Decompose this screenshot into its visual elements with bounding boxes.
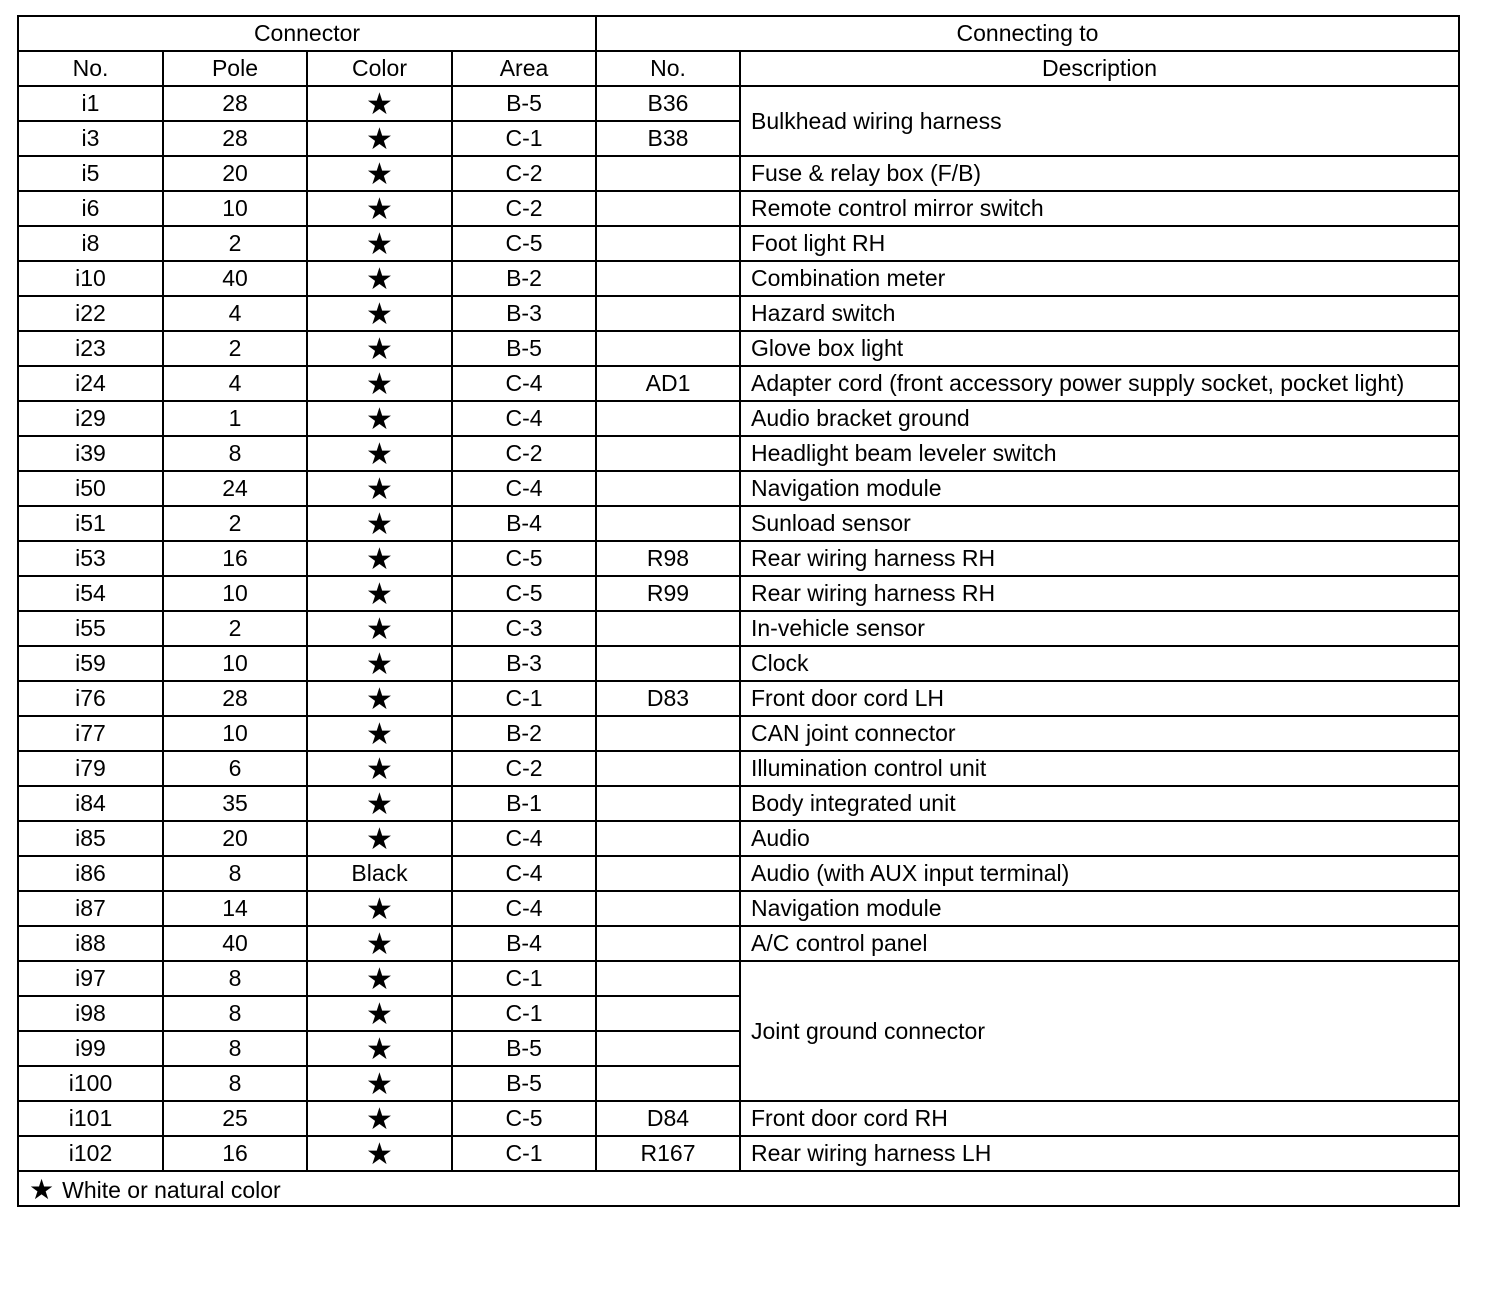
description-cell: Body integrated unit: [740, 786, 1459, 821]
connecting-no-cell: [596, 1066, 740, 1101]
area-cell: C-4: [452, 366, 596, 401]
color-cell: [307, 191, 452, 226]
table-row: [18, 681, 1459, 716]
connector-no-cell: i87: [18, 891, 163, 926]
color-cell: [307, 716, 452, 751]
connector-no-cell: i100: [18, 1066, 163, 1101]
footnote-text: White or natural color: [62, 1176, 281, 1203]
description-cell: A/C control panel: [740, 926, 1459, 961]
header-conn-no: No.: [596, 51, 740, 86]
area-cell: C-5: [452, 226, 596, 261]
star-icon: ★: [366, 787, 393, 821]
description-cell: Clock: [740, 646, 1459, 681]
connecting-no-cell: [596, 716, 740, 751]
connecting-no-cell: [596, 611, 740, 646]
table-row: [18, 226, 1459, 261]
connecting-no-cell: [596, 436, 740, 471]
pole-cell: 14: [163, 891, 307, 926]
table-row: [18, 716, 1459, 751]
star-icon: ★: [366, 962, 393, 996]
area-cell: B-2: [452, 261, 596, 296]
connector-no-cell: i76: [18, 681, 163, 716]
connecting-no-cell: R99: [596, 576, 740, 611]
pole-cell: 2: [163, 611, 307, 646]
star-icon: ★: [366, 647, 393, 681]
star-icon: ★: [366, 367, 393, 401]
star-icon: ★: [366, 822, 393, 856]
connector-no-cell: i59: [18, 646, 163, 681]
color-cell: [307, 541, 452, 576]
connector-no-cell: i24: [18, 366, 163, 401]
description-cell: Front door cord RH: [740, 1101, 1459, 1136]
pole-cell: 20: [163, 821, 307, 856]
connecting-no-cell: R167: [596, 1136, 740, 1171]
table-row: [18, 86, 1459, 121]
color-cell: [307, 1136, 452, 1171]
star-icon: ★: [366, 472, 393, 506]
color-cell: [307, 296, 452, 331]
header-pole: Pole: [163, 51, 307, 86]
connector-no-cell: i85: [18, 821, 163, 856]
table-row: [18, 611, 1459, 646]
color-cell: [307, 506, 452, 541]
table-body: [18, 86, 1459, 1171]
pole-cell: 2: [163, 226, 307, 261]
connector-no-cell: i86: [18, 856, 163, 891]
table-row: [18, 506, 1459, 541]
pole-cell: 40: [163, 926, 307, 961]
area-cell: B-4: [452, 926, 596, 961]
color-cell: [307, 366, 452, 401]
color-cell: [307, 996, 452, 1031]
area-cell: C-1: [452, 961, 596, 996]
color-cell: [307, 331, 452, 366]
connector-table: [17, 15, 1460, 1207]
star-icon: ★: [366, 122, 393, 156]
connecting-no-cell: [596, 751, 740, 786]
color-cell: [307, 86, 452, 121]
area-cell: B-5: [452, 1066, 596, 1101]
connector-no-cell: i99: [18, 1031, 163, 1066]
description-cell: Audio (with AUX input terminal): [740, 856, 1459, 891]
star-icon: ★: [366, 1067, 393, 1101]
color-cell: [307, 1066, 452, 1101]
connecting-no-cell: [596, 856, 740, 891]
area-cell: B-4: [452, 506, 596, 541]
area-cell: C-1: [452, 996, 596, 1031]
pole-cell: 10: [163, 191, 307, 226]
star-icon: ★: [366, 507, 393, 541]
star-icon: ★: [366, 227, 393, 261]
table-row: [18, 541, 1459, 576]
connector-no-cell: i98: [18, 996, 163, 1031]
star-icon: ★: [366, 892, 393, 926]
pole-cell: 8: [163, 436, 307, 471]
area-cell: C-1: [452, 1136, 596, 1171]
area-cell: C-4: [452, 401, 596, 436]
description-cell: Foot light RH: [740, 226, 1459, 261]
header-color: Color: [307, 51, 452, 86]
star-icon: ★: [366, 1137, 393, 1171]
area-cell: C-5: [452, 1101, 596, 1136]
color-cell: [307, 1031, 452, 1066]
star-icon: ★: [366, 682, 393, 716]
star-icon: ★: [366, 262, 393, 296]
color-cell: [307, 751, 452, 786]
table-row: [18, 576, 1459, 611]
pole-cell: 10: [163, 576, 307, 611]
table-row: [18, 1136, 1459, 1171]
table-row: [18, 961, 1459, 996]
table-row: [18, 331, 1459, 366]
color-cell: [307, 891, 452, 926]
area-cell: B-3: [452, 646, 596, 681]
connecting-no-cell: [596, 926, 740, 961]
description-cell: Remote control mirror switch: [740, 191, 1459, 226]
connector-no-cell: i23: [18, 331, 163, 366]
table-row: [18, 821, 1459, 856]
connecting-no-cell: [596, 226, 740, 261]
color-cell: [307, 436, 452, 471]
table-row: [18, 926, 1459, 961]
star-icon: ★: [366, 542, 393, 576]
color-cell: [307, 576, 452, 611]
star-icon: ★: [366, 402, 393, 436]
table-row: [18, 436, 1459, 471]
connecting-no-cell: [596, 156, 740, 191]
connecting-no-cell: [596, 646, 740, 681]
pole-cell: 10: [163, 646, 307, 681]
pole-cell: 6: [163, 751, 307, 786]
star-icon: ★: [366, 997, 393, 1031]
pole-cell: 16: [163, 1136, 307, 1171]
star-icon: ★: [366, 927, 393, 961]
star-icon: ★: [366, 717, 393, 751]
description-cell: Sunload sensor: [740, 506, 1459, 541]
star-icon: ★: [366, 752, 393, 786]
connecting-no-cell: [596, 261, 740, 296]
connector-no-cell: i84: [18, 786, 163, 821]
table-row: [18, 191, 1459, 226]
pole-cell: 40: [163, 261, 307, 296]
description-cell: Front door cord LH: [740, 681, 1459, 716]
header-area: Area: [452, 51, 596, 86]
connector-no-cell: i97: [18, 961, 163, 996]
connecting-no-cell: [596, 786, 740, 821]
color-cell: [307, 611, 452, 646]
color-cell: Black: [307, 856, 452, 891]
table-row: [18, 471, 1459, 506]
description-cell: Headlight beam leveler switch: [740, 436, 1459, 471]
connector-no-cell: i10: [18, 261, 163, 296]
color-cell: [307, 821, 452, 856]
connecting-no-cell: [596, 191, 740, 226]
connecting-no-cell: D84: [596, 1101, 740, 1136]
connecting-no-cell: B36: [596, 86, 740, 121]
header-connecting-to: Connecting to: [596, 16, 1459, 51]
table-row: [18, 786, 1459, 821]
connector-no-cell: i53: [18, 541, 163, 576]
color-cell: [307, 226, 452, 261]
connector-no-cell: i6: [18, 191, 163, 226]
color-cell: [307, 961, 452, 996]
area-cell: C-3: [452, 611, 596, 646]
star-icon: ★: [366, 1102, 393, 1136]
star-icon: ★: [366, 437, 393, 471]
description-cell: Fuse & relay box (F/B): [740, 156, 1459, 191]
pole-cell: 4: [163, 296, 307, 331]
description-cell: Hazard switch: [740, 296, 1459, 331]
area-cell: C-2: [452, 751, 596, 786]
color-cell: [307, 646, 452, 681]
area-cell: C-2: [452, 191, 596, 226]
pole-cell: 28: [163, 681, 307, 716]
description-cell: Rear wiring harness LH: [740, 1136, 1459, 1171]
pole-cell: 8: [163, 1031, 307, 1066]
pole-cell: 8: [163, 856, 307, 891]
connector-no-cell: i51: [18, 506, 163, 541]
area-cell: C-4: [452, 856, 596, 891]
color-cell: [307, 681, 452, 716]
connector-no-cell: i50: [18, 471, 163, 506]
connector-no-cell: i79: [18, 751, 163, 786]
description-cell: Illumination control unit: [740, 751, 1459, 786]
area-cell: C-4: [452, 821, 596, 856]
description-cell: In-vehicle sensor: [740, 611, 1459, 646]
connector-no-cell: i102: [18, 1136, 163, 1171]
color-cell: [307, 786, 452, 821]
table-row: [18, 401, 1459, 436]
connecting-no-cell: [596, 821, 740, 856]
connector-no-cell: i5: [18, 156, 163, 191]
color-cell: [307, 926, 452, 961]
description-cell: Glove box light: [740, 331, 1459, 366]
area-cell: C-4: [452, 471, 596, 506]
color-cell: [307, 401, 452, 436]
pole-cell: 1: [163, 401, 307, 436]
header-no: No.: [18, 51, 163, 86]
pole-cell: 28: [163, 86, 307, 121]
star-icon: ★: [29, 1173, 55, 1205]
header-description: Description: [740, 51, 1459, 86]
description-cell: CAN joint connector: [740, 716, 1459, 751]
table-row: [18, 366, 1459, 401]
connecting-no-cell: [596, 296, 740, 331]
star-icon: ★: [366, 332, 393, 366]
footnote-row: [18, 1171, 1459, 1206]
connecting-no-cell: R98: [596, 541, 740, 576]
pole-cell: 2: [163, 506, 307, 541]
color-cell: [307, 471, 452, 506]
connecting-no-cell: AD1: [596, 366, 740, 401]
description-cell: Navigation module: [740, 471, 1459, 506]
connector-no-cell: i29: [18, 401, 163, 436]
connecting-no-cell: [596, 1031, 740, 1066]
area-cell: C-2: [452, 436, 596, 471]
connecting-no-cell: [596, 996, 740, 1031]
area-cell: B-3: [452, 296, 596, 331]
connecting-no-cell: [596, 961, 740, 996]
area-cell: C-1: [452, 121, 596, 156]
header-connector: Connector: [18, 16, 596, 51]
connector-no-cell: i88: [18, 926, 163, 961]
pole-cell: 20: [163, 156, 307, 191]
area-cell: B-2: [452, 716, 596, 751]
area-cell: C-5: [452, 541, 596, 576]
description-cell: Adapter cord (front accessory power supply socket, pocket light): [740, 366, 1459, 401]
connector-no-cell: i3: [18, 121, 163, 156]
area-cell: B-5: [452, 331, 596, 366]
connector-no-cell: i77: [18, 716, 163, 751]
table-row: [18, 1101, 1459, 1136]
connecting-no-cell: B38: [596, 121, 740, 156]
pole-cell: 35: [163, 786, 307, 821]
description-cell: Rear wiring harness RH: [740, 541, 1459, 576]
star-icon: ★: [366, 612, 393, 646]
pole-cell: 2: [163, 331, 307, 366]
star-icon: ★: [366, 1032, 393, 1066]
table-row: [18, 296, 1459, 331]
connector-no-cell: i8: [18, 226, 163, 261]
connector-no-cell: i55: [18, 611, 163, 646]
area-cell: B-1: [452, 786, 596, 821]
description-cell: Joint ground connector: [740, 961, 1459, 1101]
pole-cell: 8: [163, 996, 307, 1031]
connector-no-cell: i22: [18, 296, 163, 331]
color-cell: [307, 156, 452, 191]
area-cell: B-5: [452, 86, 596, 121]
pole-cell: 4: [163, 366, 307, 401]
color-cell: [307, 1101, 452, 1136]
pole-cell: 10: [163, 716, 307, 751]
connecting-no-cell: [596, 401, 740, 436]
description-cell: Audio bracket ground: [740, 401, 1459, 436]
star-icon: ★: [366, 157, 393, 191]
connecting-no-cell: D83: [596, 681, 740, 716]
connector-no-cell: i54: [18, 576, 163, 611]
table-row: [18, 646, 1459, 681]
description-cell: Navigation module: [740, 891, 1459, 926]
area-cell: C-2: [452, 156, 596, 191]
pole-cell: 8: [163, 961, 307, 996]
table-row: [18, 856, 1459, 891]
connector-no-cell: i1: [18, 86, 163, 121]
footnote-cell: [18, 1171, 1459, 1206]
table-row: [18, 261, 1459, 296]
area-cell: B-5: [452, 1031, 596, 1066]
color-cell: [307, 121, 452, 156]
pole-cell: 16: [163, 541, 307, 576]
star-icon: ★: [366, 87, 393, 121]
description-cell: Audio: [740, 821, 1459, 856]
connector-no-cell: i101: [18, 1101, 163, 1136]
color-cell: [307, 261, 452, 296]
pole-cell: 8: [163, 1066, 307, 1101]
star-icon: ★: [366, 577, 393, 611]
description-cell: Bulkhead wiring harness: [740, 86, 1459, 156]
connecting-no-cell: [596, 331, 740, 366]
pole-cell: 24: [163, 471, 307, 506]
connecting-no-cell: [596, 891, 740, 926]
star-icon: ★: [366, 192, 393, 226]
connecting-no-cell: [596, 506, 740, 541]
header-column-row: [18, 51, 1459, 86]
description-cell: Rear wiring harness RH: [740, 576, 1459, 611]
area-cell: C-1: [452, 681, 596, 716]
pole-cell: 25: [163, 1101, 307, 1136]
table-row: [18, 891, 1459, 926]
connecting-no-cell: [596, 471, 740, 506]
header-group-row: [18, 16, 1459, 51]
connector-no-cell: i39: [18, 436, 163, 471]
table-row: [18, 156, 1459, 191]
description-cell: Combination meter: [740, 261, 1459, 296]
table-row: [18, 751, 1459, 786]
area-cell: C-4: [452, 891, 596, 926]
star-icon: ★: [366, 297, 393, 331]
pole-cell: 28: [163, 121, 307, 156]
area-cell: C-5: [452, 576, 596, 611]
